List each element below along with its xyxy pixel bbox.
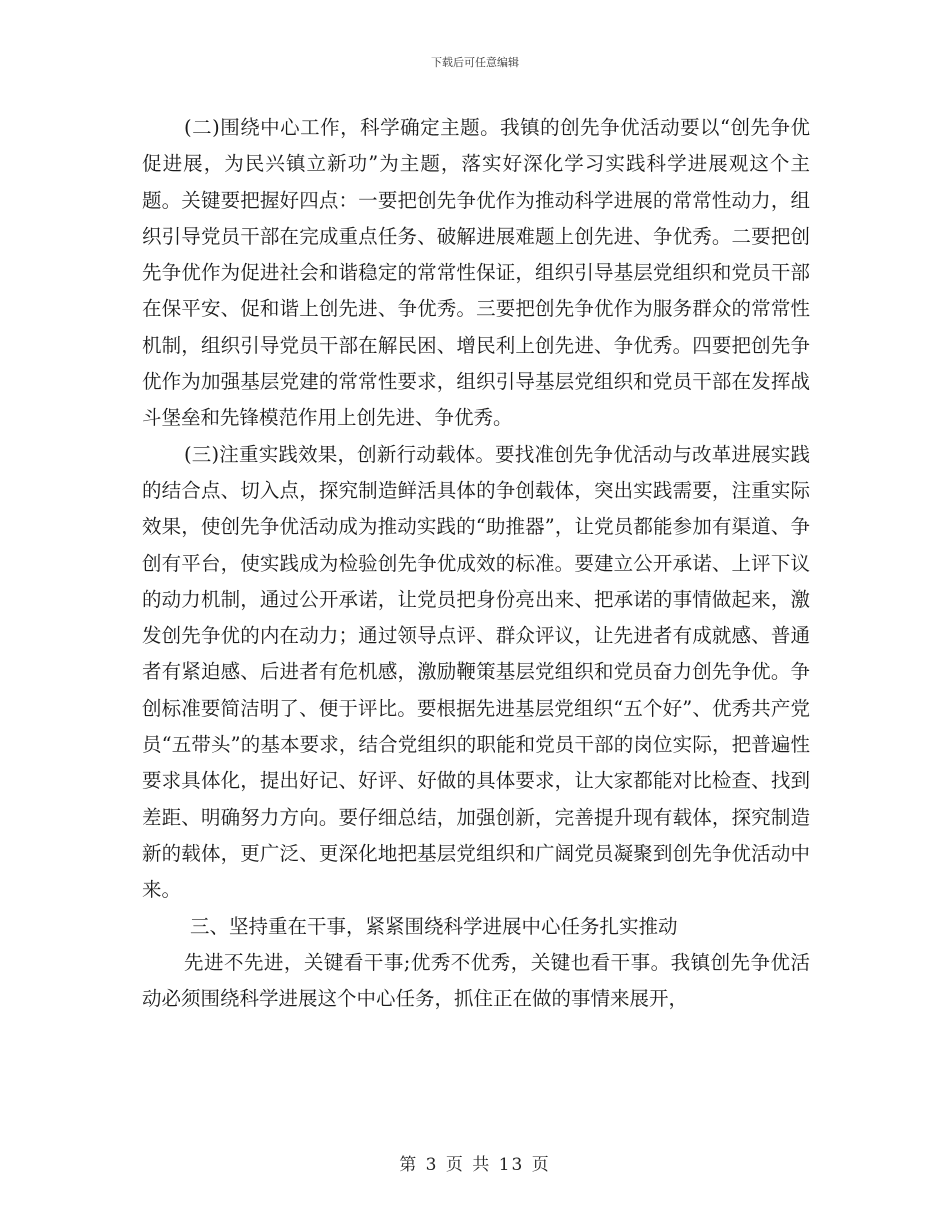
paragraph-practice: (三)注重实践效果，创新行动载体。要找准创先争优活动与改革进展实践的结合点、切入点，探究制造鲜活具体的争创载体，突出实践需要，注重实际效果，使创先争优活动成为推动实践的“助推器”，让党员都能参加有渠道、争创有平台，使实践成为检验创先争优成效的标准。要建立公开承诺、上评下议的动力机制，通过公开承诺，让党员把身份亮出来、把承诺的事情做起来，激发创先争优的内在动力；通过领导点评、群众评议，让先进者有成就感、普通者有紧迫感、后进者有危机感，激励鞭策基层党组织和党员奋力创先争优。争创标准要简洁明了、便于评比。要根据先进基层党组织“五个好”、优秀共产党员“五带头”的基本要求，结合党组织的职能和党员干部的岗位实际，把普遍性要求具体化，提出好记、好评、好做的具体要求，让大家都能对比检查、找到差距、明确努力方向。要仔细总结，加强创新，完善提升现有载体，探究制造新的载体，更广泛、更深化地把基层党组织和广阔党员凝聚到创先争优活动中来。 xyxy=(142,442,810,902)
paragraph-theme: (二)围绕中心工作，科学确定主题。我镇的创先争优活动要以“创先争优促进展，为民兴镇立新功”为主题，落实好深化学习实践科学进展观这个主题。关键要把握好四点：一要把创先争优作为推动科学进展的常常性动力，组织引导党员干部在完成重点任务、破解进展难题上创先进、争优秀。二要把创先争优作为促进社会和谐稳定的常常性保证，组织引导基层党组织和党员干部在保平安、促和谐上创先进、争优秀。三要把创先争优作为服务群众的常常性机制，组织引导党员干部在解民困、增民利上创先进、争优秀。四要把创先争优作为加强基层党建的常常性要求，组织引导基层党组织和党员干部在发挥战斗堡垒和先锋模范作用上创先进、争优秀。 xyxy=(142,116,810,430)
paragraph-work: 先进不先进，关键看干事;优秀不优秀，关键也看干事。我镇创先争优活动必须围绕科学进展这个中心任务，抓住正在做的事情来展开， xyxy=(142,950,810,1011)
document-body xyxy=(142,110,810,1017)
page-number: 第 3 页 共 13 页 xyxy=(399,1155,551,1175)
page-header: 下载后可任意编辑 xyxy=(431,56,519,69)
section-heading: 三、坚持重在干事，紧紧围绕科学进展中心任务扎实推动 xyxy=(190,914,678,938)
